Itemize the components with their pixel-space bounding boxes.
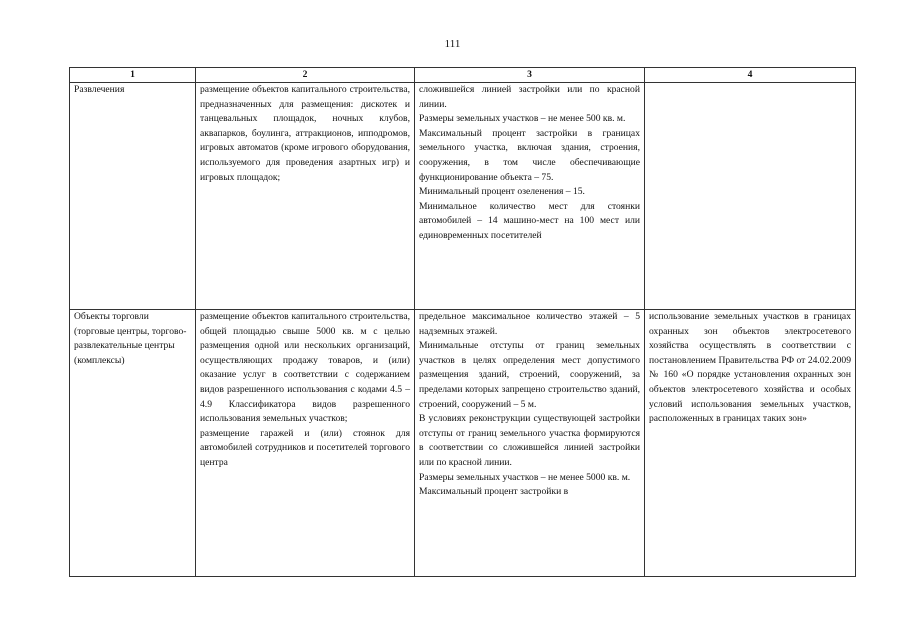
- parameters-cell: [415, 310, 645, 577]
- restrictions-cell: [645, 310, 856, 577]
- description-cell: [196, 310, 415, 577]
- restrictions-text: использование земельных участков в границах охранных зон объектов электросетевого хозяйства осуществлять в соответствии с постановлением Правительства РФ от 24.02.2009 № 160 «О порядке установления охранных зон объектов электросетевого хозяйства и особых условий использования земельных участков, расположенных в границах таких зон»: [649, 311, 851, 425]
- description-paragraph: размещение гаражей и (или) стоянок для автомобилей сотрудников и посетителей торгового центра: [200, 427, 410, 468]
- parameter-paragraph: сложившейся линией застройки или по красной линии.: [419, 84, 640, 110]
- page-number: 111: [444, 38, 461, 50]
- column-header-3: 3: [415, 68, 645, 83]
- use-type-cell: [70, 83, 196, 310]
- parameter-paragraph: В условиях реконструкции существующей застройки отступы от границ земельного участка формируются в соответствии со сложившейся линией застройки или по красной линии.: [419, 413, 640, 468]
- use-type-cell: [70, 310, 196, 577]
- parameter-paragraph: Минимальные отступы от границ земельных участков в целях определения мест допустимого размещения зданий, строений, сооружений, за пределами которых запрещено строительство зданий, строений, сооружений – 5 м.: [419, 340, 640, 410]
- parameters-cell: [415, 83, 645, 310]
- table-row: [70, 310, 856, 577]
- column-header-4: 4: [645, 68, 856, 83]
- table-header-row: [70, 68, 856, 83]
- parameter-paragraph: Размеры земельных участков – не менее 500 кв. м.: [419, 113, 626, 125]
- restrictions-cell: [645, 83, 856, 310]
- parameter-paragraph: Максимальный процент застройки в границах земельного участка, включая здания, строения, сооружения, в том числе обеспечивающие функционирование объекта – 75.: [419, 127, 640, 183]
- zoning-table: [69, 67, 856, 577]
- parameter-paragraph: Размеры земельных участков – не менее 5000 кв. м.: [419, 471, 631, 483]
- use-type-name: Развлечения: [74, 84, 125, 95]
- parameter-paragraph: предельное максимальное количество этажей – 5 надземных этажей.: [419, 311, 640, 337]
- description-cell: [196, 83, 415, 310]
- column-header-2: 2: [196, 68, 415, 83]
- column-header-1: 1: [70, 68, 196, 83]
- parameter-paragraph: Максимальный процент застройки в: [419, 486, 569, 498]
- use-type-name: Объекты торговли (торговые центры, торгово-развлекательные центры (комплексы): [74, 311, 187, 366]
- description-paragraph: размещение объектов капитального строительства, предназначенных для размещения: дискотек и танцевальных площадок, ночных клубов, аквапарков, боулинга, аттракционов, ипподромов, игровых автоматов (кроме игрового оборудования, используемого для проведения азартных игр) и игровых площадок;: [200, 84, 410, 183]
- description-paragraph: размещение объектов капитального строительства, общей площадью свыше 5000 кв. м с целью размещения одной или нескольких организаций, осуществляющих продажу товаров, и (или) оказание услуг в соответствии с содержанием видов разрешенного использования с кодами 4.5 – 4.9 Классификатора видов разрешенного использования земельных участков;: [200, 311, 410, 425]
- table-row: [70, 83, 856, 310]
- parameter-paragraph: Минимальное количество мест для стоянки автомобилей – 14 машино-мест на 100 мест или единовременных посетителей: [419, 200, 640, 241]
- parameter-paragraph: Минимальный процент озеленения – 15.: [419, 186, 585, 198]
